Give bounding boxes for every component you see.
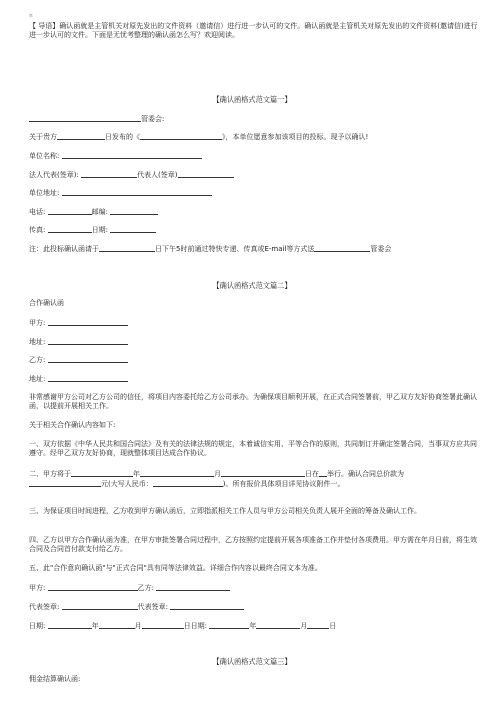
blank: [256, 621, 300, 629]
s2-address-a: 地址:: [29, 337, 481, 347]
blank: [48, 355, 128, 363]
blank: [48, 583, 138, 591]
section2-heading: 【确认函格式范文篇二】: [212, 281, 292, 290]
s2-item5: 五、此"合作意向确认函"与"正式合同"具有同等法律效益。详细合作内容以最终合同文本为准。: [29, 564, 322, 572]
s2-item4: 四、乙方以甲方合作确认函为准，在甲方审批签署合同过程中，乙方按照约定提前开展各项准备工作并垫付各项费用。甲方需在年月日前，将生效合同及合同首付款支付给乙方。: [29, 536, 477, 554]
corner-mark: ¤: [29, 12, 33, 19]
s2-address-b: 地址:: [29, 374, 481, 384]
s2-item3: 三、为保证项目时间进程，乙方收到甲方确认函后，立即指派相关工作人员与甲方公司相关负责人展开全面的筹备及确认工作。: [29, 507, 421, 515]
blank: [99, 244, 155, 252]
blank: [81, 170, 137, 178]
s2-para1: 非常感谢甲方公司对乙方公司的信任，将项目内容委托给乙方公司承办。为确保项目顺利开展，在正式合同签署前，甲乙双方友好协商签署此确认函，以提前开展相关工作。: [29, 393, 477, 411]
blank: [71, 469, 133, 477]
blank: [221, 469, 305, 477]
s2-party-b: 乙方:: [29, 355, 481, 365]
s2-sign-reps: 代表签章: 代表签章:: [29, 602, 481, 612]
blank: [142, 621, 184, 629]
blank: [29, 114, 141, 122]
s1-line-committee: 管委会:: [29, 114, 481, 124]
section3-heading: 【确认函格式范文篇三】: [212, 657, 292, 666]
blank: [48, 337, 128, 345]
s1-line-note: 注：此投标确认函请于 日下午5时前通过特快专递、传真或E-mail等方式送 管委会: [29, 245, 392, 253]
blank: [57, 132, 105, 140]
blank: [314, 244, 370, 252]
blank: [153, 479, 223, 487]
s3-title: 佣金结算确认函:: [29, 675, 81, 683]
s1-line-address: 单位地址:: [29, 188, 481, 198]
section1-heading: 【确认函格式范文篇一】: [212, 95, 292, 104]
blank: [140, 469, 214, 477]
blank: [170, 602, 244, 610]
s2-sign-dates: 日期: 年 月 日日期: 年 月 日: [29, 622, 337, 630]
s2-para2: 关于相关合作确认内容如下:: [29, 421, 116, 429]
blank: [62, 602, 138, 610]
blank: [48, 318, 128, 326]
blank: [140, 132, 222, 140]
blank: [156, 583, 230, 591]
blank: [29, 479, 101, 487]
intro-paragraph: 【 导语】确认函就是主管机关对原先发出的文件资料（邀请信）进行进一步认可的文件。确认函就是主管机关对原先发出的文件资料(邀请信)进行进一步认可的文件。下面是无忧考整理的确认函怎么写？欢迎阅读。: [29, 22, 478, 40]
s2-sign-parties: 甲方: 乙方:: [29, 583, 481, 593]
s1-line-confirm: 关于贵方 日发布的《 》，本单位愿意参加该项目的投标。现予以确认!: [29, 133, 369, 141]
blank: [48, 621, 92, 629]
s2-item2: 二、甲方将于 年 月 日在 举行。确认合同总价款为 元(大写人民币： )。所有报价具体项目详见协议附件一。: [29, 470, 404, 489]
blank: [48, 207, 92, 215]
blank: [209, 621, 249, 629]
blank: [62, 151, 202, 159]
blank: [110, 225, 156, 233]
blank: [62, 188, 212, 196]
blank: [48, 225, 92, 233]
s2-party-a: 甲方:: [29, 318, 481, 328]
s2-item1: 一、双方依据《中华人民共和国合同法》及有关的法律法规的规定，本着诚信实用、平等合作的原则，共同制订并确定签署合同，当事双方应共同遵守。经甲乙双方友好协商，现就整体项目达成合作协议。: [29, 440, 477, 458]
s1-line-fax: 传真: 日期:: [29, 225, 481, 235]
blank: [99, 621, 135, 629]
s1-line-unit-name: 单位名称:: [29, 151, 481, 161]
blank: [48, 374, 128, 382]
blank: [307, 621, 329, 629]
s2-title: 合作确认函: [29, 299, 64, 307]
blank: [110, 207, 158, 215]
blank: [319, 469, 327, 477]
blank: [178, 170, 234, 178]
s1-line-legal-rep: 法人代表(签章): 代表人(签章): [29, 170, 481, 180]
s1-line-phone: 电话: 邮编:: [29, 207, 481, 217]
